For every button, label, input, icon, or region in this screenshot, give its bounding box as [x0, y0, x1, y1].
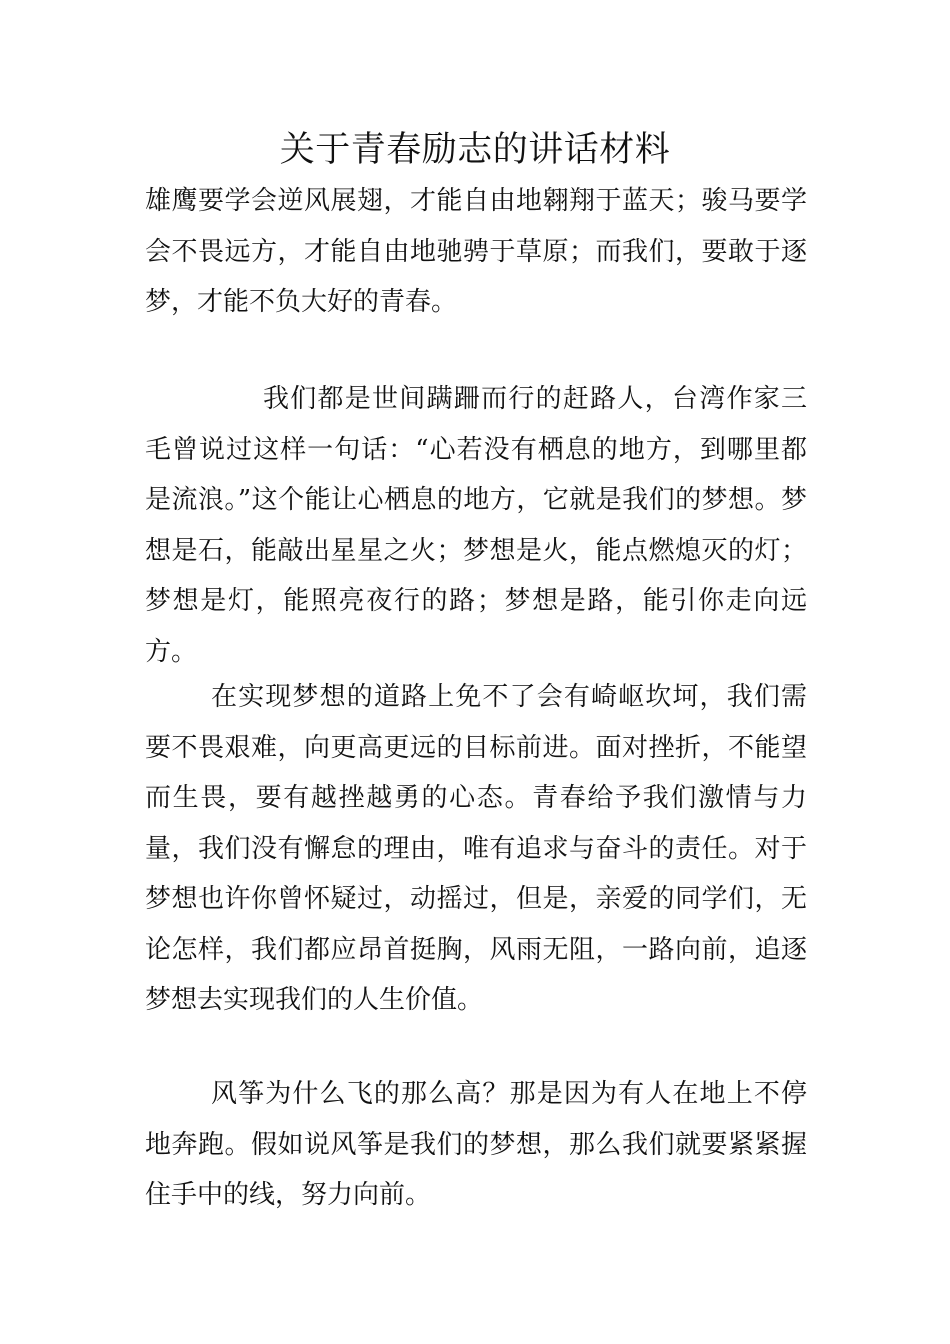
paragraph-3: 在实现梦想的道路上免不了会有崎岖坎坷，我们需要不畏艰难，向更高更远的目标前进。面对挫折，不能望而生畏，要有越挫越勇的心态。青春给予我们激情与力量，我们没有懈怠的理由，唯有追求与奋斗的责任。对于梦想也许你曾怀疑过，动摇过，但是，亲爱的同学们，无论怎样，我们都应昂首挺胸，风雨无阻，一路向前，追逐梦想去实现我们的人生价值。: [145, 682, 807, 1015]
document-title: 关于青春励志的讲话材料: [279, 130, 671, 170]
paragraph-4: 风筝为什么飞的那么高？那是因为有人在地上不停地奔跑。假如说风筝是我们的梦想，那么我们就要紧紧握住手中的线，努力向前。: [145, 1079, 807, 1210]
paragraph-2: 我们都是世间蹒跚而行的赶路人，台湾作家三毛曾说过这样一句话：“心若没有栖息的地方，到哪里都是流浪。”这个能让心栖息的地方，它就是我们的梦想。梦想是石，能敲出星星之火；梦想是火，能点燃熄灭的灯；梦想是灯，能照亮夜行的路；梦想是路，能引你走向远方。: [145, 384, 807, 667]
paragraph-1: 雄鹰要学会逆风展翅，才能自由地翱翔于蓝天；骏马要学会不畏远方，才能自由地驰骋于草原；而我们，要敢于逐梦，才能不负大好的青春。: [145, 186, 807, 317]
